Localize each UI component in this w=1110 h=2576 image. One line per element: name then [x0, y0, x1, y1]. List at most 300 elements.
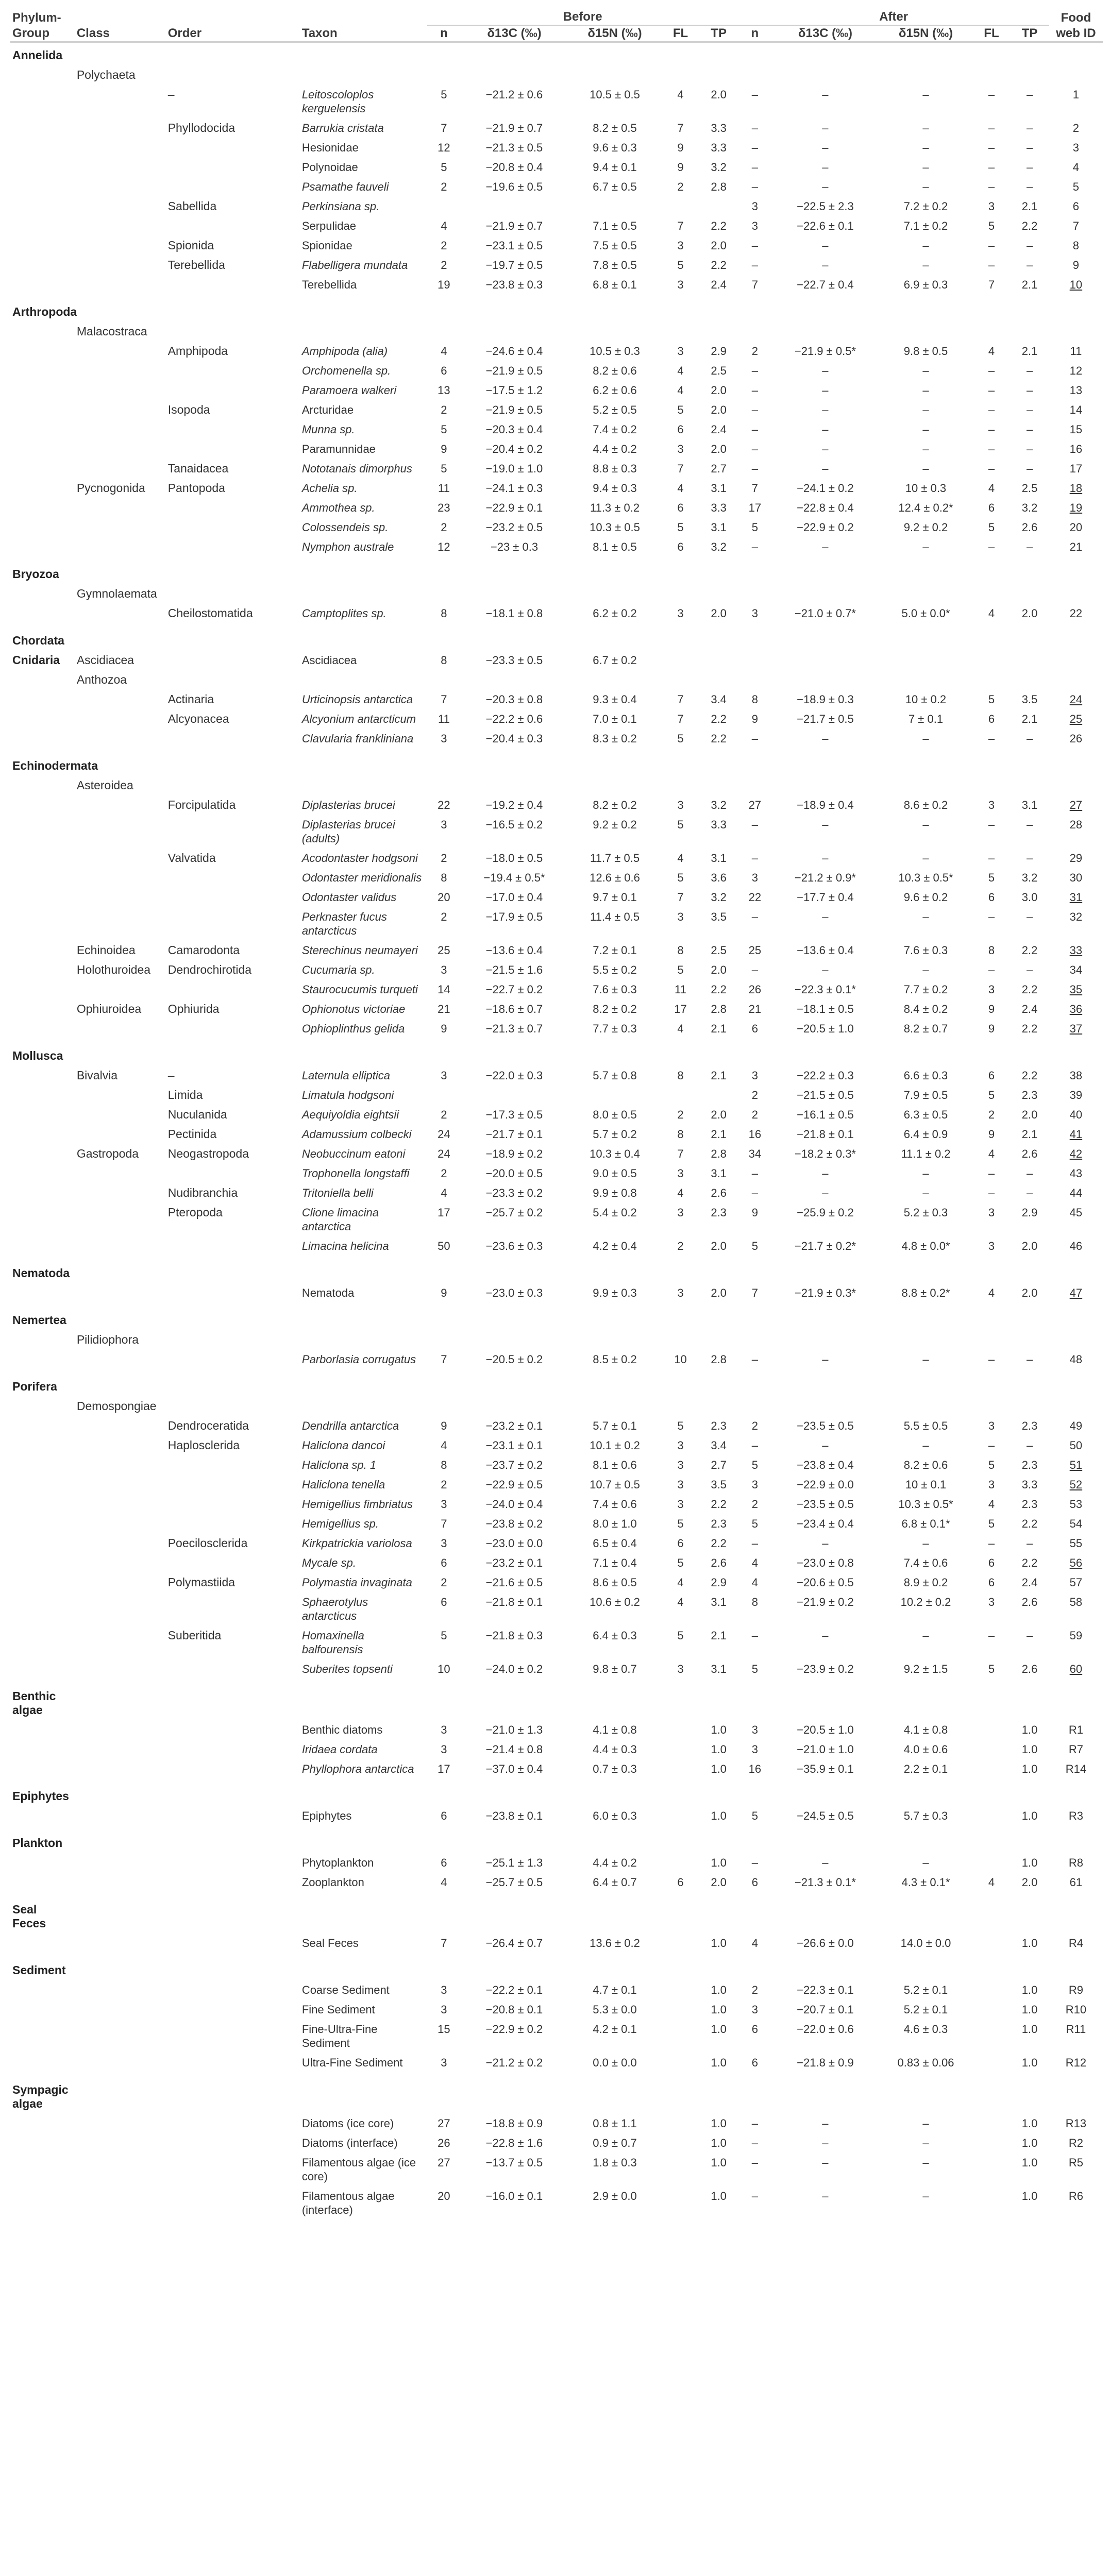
fl-before-cell	[662, 2150, 699, 2183]
d13c-before-cell: −23.8 ± 0.3	[485, 278, 543, 291]
d15n-before-cell: 7.2 ± 0.1	[593, 944, 637, 957]
d13c-before-cell: −21.3 ± 0.7	[485, 1022, 543, 1035]
fl-before-cell: 4	[677, 852, 684, 865]
taxon-cell: Amphipoda (alia)	[301, 345, 388, 358]
tp-after-cell: 2.0	[1021, 607, 1038, 620]
taxon-cell: Homaxinella balfourensis	[301, 1629, 364, 1656]
phylum-cell	[10, 456, 75, 476]
fl-before-cell: 4	[677, 364, 684, 377]
taxon-row	[10, 1737, 1103, 1756]
d13c-before-cell	[461, 1036, 568, 1063]
fl-after-cell	[973, 554, 1011, 581]
taxon-cell	[300, 620, 427, 648]
d15n-after-cell: –	[922, 384, 929, 397]
d13c-before-cell	[461, 581, 568, 601]
order-cell	[166, 1492, 300, 1511]
taxon-cell	[300, 1823, 427, 1850]
taxon-cell	[300, 2070, 427, 2111]
n-before-cell: 2	[441, 1167, 447, 1180]
taxon-row	[10, 1511, 1103, 1531]
taxon-cell: Odontaster meridionalis	[301, 871, 422, 884]
d15n-after-cell: 8.4 ± 0.2	[903, 1003, 948, 1015]
fl-after-cell: –	[988, 384, 995, 397]
order-cell	[166, 1253, 300, 1280]
taxon-cell: Suberites topsenti	[301, 1663, 393, 1675]
tp-before-cell: 3.4	[711, 693, 727, 706]
taxon-cell: Cucumaria sp.	[301, 963, 375, 976]
d13c-after-cell: −21.9 ± 0.5*	[794, 345, 856, 358]
order-cell	[166, 319, 300, 338]
n-after-cell: –	[751, 1537, 758, 1550]
n-after-cell: 26	[748, 983, 762, 996]
fl-before-cell: 6	[677, 1537, 684, 1550]
n-before-cell	[427, 1823, 461, 1850]
d13c-after-cell: −23.5 ± 0.5	[797, 1498, 854, 1511]
class-cell	[75, 1300, 166, 1327]
tp-after-cell: 2.1	[1021, 713, 1038, 725]
taxon-cell	[300, 1036, 427, 1063]
n-after-cell: 2	[751, 1108, 758, 1121]
tp-after-cell: 2.2	[1021, 1517, 1038, 1530]
d15n-after-cell: 6.3 ± 0.5	[903, 1108, 948, 1121]
d13c-before-cell	[461, 1950, 568, 1977]
fl-before-cell: 6	[677, 423, 684, 436]
tp-after-cell: –	[1026, 1537, 1033, 1550]
order-cell	[166, 1347, 300, 1366]
d15n-after-cell: –	[922, 852, 929, 865]
taxon-row	[10, 2111, 1103, 2130]
fl-before-cell: 4	[677, 1187, 684, 1199]
n-after-cell: 17	[748, 501, 762, 514]
tp-after-cell: –	[1026, 1187, 1033, 1199]
d15n-before-cell	[568, 62, 662, 82]
n-after-cell: –	[751, 540, 758, 553]
d15n-after-cell	[879, 620, 972, 648]
phylum-cell	[10, 62, 75, 82]
d13c-before-cell: −24.0 ± 0.2	[485, 1663, 543, 1675]
food-web-id-cell: R10	[1065, 2003, 1087, 2016]
n-before-cell: 3	[441, 1723, 447, 1736]
class-cell	[75, 378, 166, 397]
d13c-before-cell	[461, 1082, 568, 1102]
order-cell	[166, 648, 300, 667]
fl-before-cell: 5	[677, 1419, 684, 1432]
d15n-before-cell: 6.2 ± 0.2	[593, 607, 637, 620]
n-after-cell: 27	[748, 799, 762, 811]
class-cell	[75, 1082, 166, 1102]
taxon-row	[10, 1200, 1103, 1233]
tp-after-cell	[1010, 42, 1049, 63]
taxon-row	[10, 2050, 1103, 2070]
class-cell	[75, 495, 166, 515]
taxon-row	[10, 358, 1103, 378]
fl-before-cell: 5	[677, 403, 684, 416]
order-cell	[166, 1016, 300, 1036]
d13c-before-cell: −19.6 ± 0.5	[485, 180, 543, 193]
d13c-before-cell	[461, 1889, 568, 1930]
d15n-after-cell	[879, 745, 972, 773]
tp-before-cell	[699, 292, 738, 319]
fl-after-cell: 6	[988, 891, 995, 904]
n-after-cell	[738, 62, 771, 82]
food-web-id-cell: 5	[1072, 180, 1080, 193]
n-after-cell	[738, 1950, 771, 1977]
class-cell	[75, 456, 166, 476]
d15n-before-cell: 5.7 ± 0.8	[593, 1069, 637, 1082]
fl-before-cell	[662, 2111, 699, 2130]
d15n-after-cell: –	[922, 963, 929, 976]
food-web-id-cell: 3	[1072, 141, 1080, 154]
n-before-cell: 7	[441, 1937, 447, 1950]
tp-before-cell: 1.0	[711, 2056, 727, 2069]
phylum-row	[10, 1776, 1103, 1803]
d15n-before-cell: 5.7 ± 0.2	[593, 1128, 637, 1141]
d13c-after-cell: –	[822, 2117, 829, 2130]
d15n-before-cell: 9.9 ± 0.8	[593, 1187, 637, 1199]
n-before-cell	[427, 773, 461, 792]
taxon-cell: Ophionotus victoriae	[301, 1003, 406, 1015]
d15n-after-cell: –	[922, 259, 929, 272]
d13c-before-cell	[461, 2070, 568, 2111]
food-web-id-cell: 13	[1069, 384, 1083, 397]
n-before-cell: 19	[438, 278, 450, 291]
taxon-cell: Epiphytes	[301, 1809, 352, 1822]
order-cell: Phyllodocida	[167, 121, 236, 134]
d13c-before-cell	[461, 554, 568, 581]
n-after-cell: –	[751, 443, 758, 455]
fl-before-cell	[662, 554, 699, 581]
taxon-row	[10, 1550, 1103, 1570]
phylum-cell	[10, 1141, 75, 1161]
n-before-cell: 6	[441, 1556, 447, 1569]
d13c-before-cell: −21.0 ± 1.3	[485, 1723, 543, 1736]
taxon-cell	[300, 292, 427, 319]
food-web-id-cell	[1049, 319, 1103, 338]
class-cell	[75, 812, 166, 845]
d15n-after-cell	[879, 773, 972, 792]
fl-after-cell: –	[988, 443, 995, 455]
tp-after-cell: 1.0	[1021, 1937, 1038, 1950]
class-cell	[75, 1452, 166, 1472]
d15n-before-cell: 1.8 ± 0.3	[593, 2156, 637, 2169]
tp-before-cell	[699, 1823, 738, 1850]
food-web-id-cell: 9	[1072, 259, 1080, 272]
n-after-cell: –	[751, 2117, 758, 2130]
tp-after-cell: 3.1	[1021, 799, 1038, 811]
fl-before-cell	[662, 1850, 699, 1870]
fl-before-cell	[662, 194, 699, 213]
d15n-before-cell: 10.5 ± 0.3	[590, 345, 640, 358]
order-cell	[166, 358, 300, 378]
tp-before-cell: 2.9	[711, 345, 727, 358]
d15n-before-cell	[568, 1036, 662, 1063]
taxon-row	[10, 1413, 1103, 1433]
header-n-before: n	[427, 25, 461, 42]
n-before-cell	[427, 1950, 461, 1977]
n-before-cell	[427, 62, 461, 82]
order-cell	[166, 1280, 300, 1300]
d13c-after-cell: −17.7 ± 0.4	[797, 891, 854, 904]
phylum-cell	[10, 1063, 75, 1082]
class-cell	[75, 601, 166, 620]
order-cell	[166, 1889, 300, 1930]
food-web-id-cell: 61	[1069, 1876, 1083, 1889]
fl-after-cell	[973, 1036, 1011, 1063]
order-cell	[166, 1737, 300, 1756]
d13c-before-cell: −20.5 ± 0.2	[485, 1353, 543, 1366]
fl-after-cell	[973, 620, 1011, 648]
d13c-before-cell: −20.8 ± 0.1	[485, 2003, 543, 2016]
order-cell	[166, 2183, 300, 2217]
fl-after-cell	[973, 1776, 1011, 1803]
n-before-cell	[427, 194, 461, 213]
class-cell	[75, 1889, 166, 1930]
n-before-cell	[427, 667, 461, 687]
fl-before-cell	[662, 42, 699, 63]
d13c-before-cell: −23.1 ± 0.1	[485, 1439, 543, 1452]
fl-after-cell: 9	[988, 1128, 995, 1141]
fl-after-cell	[973, 2111, 1011, 2130]
n-before-cell: 3	[441, 1743, 447, 1756]
taxon-row	[10, 1280, 1103, 1300]
d13c-before-cell: −21.2 ± 0.2	[485, 2056, 543, 2069]
d15n-before-cell	[568, 581, 662, 601]
taxon-row	[10, 726, 1103, 745]
tp-before-cell: 1.0	[711, 2137, 727, 2149]
fl-before-cell: 4	[677, 1596, 684, 1608]
taxon-cell: Sphaerotylus antarcticus	[301, 1596, 368, 1622]
taxon-cell	[300, 581, 427, 601]
tp-before-cell: 2.4	[711, 278, 727, 291]
tp-before-cell: 2.1	[711, 1022, 727, 1035]
d15n-before-cell: 10.3 ± 0.4	[590, 1147, 640, 1160]
food-web-id-cell	[1049, 648, 1103, 667]
header-tp-before: TP	[699, 25, 738, 42]
order-cell	[166, 1977, 300, 1997]
d13c-before-cell: −23.0 ± 0.0	[485, 1537, 543, 1550]
taxon-cell	[300, 554, 427, 581]
fl-after-cell: –	[988, 141, 995, 154]
class-cell: Holothuroidea	[76, 963, 151, 976]
taxon-row	[10, 213, 1103, 233]
n-after-cell: 2	[751, 1089, 758, 1101]
taxon-cell: Nematoda	[301, 1286, 355, 1299]
d15n-after-cell: 5.0 ± 0.0*	[901, 607, 950, 620]
food-web-id-cell: 2	[1072, 122, 1080, 134]
fl-after-cell	[973, 1930, 1011, 1950]
class-cell	[75, 1997, 166, 2016]
fl-before-cell	[662, 1977, 699, 1997]
n-before-cell	[427, 1082, 461, 1102]
n-after-cell: –	[751, 1439, 758, 1452]
d15n-after-cell: 9.8 ± 0.5	[903, 345, 948, 358]
food-web-id-cell: R5	[1068, 2156, 1083, 2169]
food-web-id-cell: 30	[1069, 871, 1083, 884]
class-cell	[75, 1511, 166, 1531]
class-row	[10, 1394, 1103, 1413]
tp-before-cell: 2.3	[711, 1517, 727, 1530]
phylum-cell	[10, 2150, 75, 2183]
tp-before-cell: 2.5	[711, 944, 727, 957]
n-before-cell: 3	[441, 1984, 447, 1996]
food-web-id-cell: 34	[1069, 963, 1083, 976]
d15n-after-cell: 8.8 ± 0.2*	[901, 1286, 950, 1299]
d15n-after-cell	[879, 1889, 972, 1930]
d13c-after-cell	[771, 1889, 879, 1930]
fl-before-cell: 17	[674, 1003, 687, 1015]
fl-before-cell	[662, 1803, 699, 1823]
tp-before-cell: 1.0	[711, 2156, 727, 2169]
d15n-before-cell	[568, 1950, 662, 1977]
tp-after-cell: –	[1026, 462, 1033, 475]
class-cell: Polychaeta	[76, 68, 136, 81]
fl-after-cell	[973, 2150, 1011, 2183]
class-cell	[75, 174, 166, 194]
table-body	[10, 42, 1103, 2217]
tp-before-cell	[699, 1036, 738, 1063]
taxon-cell: Benthic diatoms	[301, 1723, 383, 1736]
d15n-after-cell: 4.6 ± 0.3	[903, 2023, 948, 2036]
n-after-cell: –	[751, 141, 758, 154]
d13c-after-cell: –	[822, 1629, 829, 1642]
d15n-before-cell: 6.4 ± 0.3	[593, 1629, 637, 1642]
tp-before-cell: 2.0	[711, 239, 727, 252]
d15n-after-cell	[879, 1776, 972, 1803]
d15n-after-cell: –	[922, 122, 929, 134]
fl-after-cell: 7	[988, 278, 995, 291]
d13c-after-cell	[771, 773, 879, 792]
food-web-id-cell: 51	[1069, 1459, 1083, 1471]
food-web-id-cell	[1049, 773, 1103, 792]
food-web-id-cell: 42	[1069, 1147, 1083, 1160]
taxon-cell: Filamentous algae (interface)	[301, 2190, 395, 2216]
d13c-after-cell: −22.3 ± 0.1	[797, 1984, 854, 1996]
taxon-cell: Limacina helicina	[301, 1240, 389, 1252]
n-after-cell: 34	[748, 1147, 762, 1160]
class-cell: Demospongiae	[76, 1399, 157, 1413]
food-web-id-cell: 19	[1069, 501, 1083, 514]
fl-before-cell: 4	[677, 384, 684, 397]
order-cell: Cheilostomatida	[167, 606, 253, 620]
fl-after-cell	[973, 1756, 1011, 1776]
d13c-before-cell: −21.9 ± 0.5	[485, 403, 543, 416]
taxon-row	[10, 456, 1103, 476]
phylum-cell	[10, 2050, 75, 2070]
phylum-cell	[10, 1280, 75, 1300]
taxon-cell: Odontaster validus	[301, 891, 397, 904]
order-cell	[166, 135, 300, 155]
class-cell	[75, 687, 166, 706]
n-before-cell: 26	[438, 2137, 450, 2149]
d15n-before-cell	[568, 1300, 662, 1327]
d15n-before-cell: 8.3 ± 0.2	[593, 732, 637, 745]
tp-before-cell	[699, 319, 738, 338]
tp-after-cell: 2.2	[1021, 219, 1038, 232]
d13c-before-cell: −22.9 ± 0.5	[485, 1478, 543, 1491]
tp-before-cell	[699, 554, 738, 581]
d13c-after-cell	[771, 42, 879, 63]
tp-after-cell: –	[1026, 384, 1033, 397]
d15n-after-cell	[879, 1366, 972, 1394]
d15n-after-cell	[879, 554, 972, 581]
order-cell: Suberitida	[167, 1629, 222, 1642]
n-after-cell: 25	[748, 944, 762, 957]
food-web-id-cell: R11	[1066, 2023, 1086, 2036]
d13c-before-cell: −25.7 ± 0.5	[485, 1876, 543, 1889]
taxon-cell: Iridaea cordata	[301, 1743, 378, 1756]
n-before-cell	[427, 1366, 461, 1394]
tp-after-cell: 2.6	[1021, 1596, 1038, 1608]
d15n-before-cell: 11.4 ± 0.5	[590, 910, 640, 923]
order-cell	[166, 865, 300, 885]
taxon-cell: Diplasterias brucei (adults)	[301, 818, 395, 845]
fl-before-cell	[662, 1300, 699, 1327]
d15n-before-cell: 5.4 ± 0.2	[593, 1206, 637, 1219]
fl-before-cell: 2	[677, 180, 684, 193]
d13c-before-cell: −21.9 ± 0.7	[485, 122, 543, 134]
d15n-after-cell	[879, 1676, 972, 1717]
n-after-cell: 3	[751, 200, 758, 213]
n-after-cell: 8	[751, 693, 758, 706]
n-before-cell: 4	[441, 1187, 447, 1199]
d15n-before-cell	[568, 1366, 662, 1394]
phylum-row	[10, 745, 1103, 773]
food-web-id-cell: 41	[1069, 1128, 1083, 1141]
n-after-cell: 4	[751, 1937, 758, 1950]
class-cell	[75, 1756, 166, 1776]
d15n-before-cell	[568, 1776, 662, 1803]
taxon-row	[10, 397, 1103, 417]
d13c-before-cell: −23.0 ± 0.3	[485, 1286, 543, 1299]
n-after-cell	[738, 1366, 771, 1394]
taxon-row	[10, 1870, 1103, 1889]
phylum-cell	[10, 82, 75, 115]
order-cell	[166, 1550, 300, 1570]
tp-before-cell: 1.0	[711, 2003, 727, 2016]
d15n-after-cell: 8.9 ± 0.2	[903, 1576, 948, 1589]
order-cell: –	[167, 1069, 175, 1082]
n-before-cell: 4	[441, 1439, 447, 1452]
taxon-row	[10, 82, 1103, 115]
fl-before-cell: 5	[677, 963, 684, 976]
taxon-cell: Clavularia frankliniana	[301, 732, 414, 745]
fl-after-cell: 5	[988, 521, 995, 534]
d15n-before-cell: 5.2 ± 0.5	[593, 403, 637, 416]
taxon-cell: Serpulidae	[301, 219, 356, 232]
phylum-cell	[10, 1492, 75, 1511]
order-cell: Spionida	[167, 239, 214, 252]
d13c-before-cell	[461, 42, 568, 63]
d13c-before-cell	[461, 667, 568, 687]
d15n-before-cell	[568, 1394, 662, 1413]
fl-after-cell: 6	[988, 1556, 995, 1569]
d13c-after-cell: –	[822, 1167, 829, 1180]
d15n-before-cell: 0.8 ± 1.1	[593, 2117, 637, 2130]
order-cell	[166, 812, 300, 845]
fl-before-cell: 7	[677, 1147, 684, 1160]
taxon-row	[10, 687, 1103, 706]
taxon-cell: Orchomenella sp.	[301, 364, 391, 377]
n-after-cell: 5	[751, 1809, 758, 1822]
phylum-cell	[10, 436, 75, 456]
food-web-id-cell: 59	[1069, 1629, 1083, 1642]
d13c-after-cell: –	[822, 122, 829, 134]
n-after-cell: 6	[751, 2023, 758, 2036]
d15n-after-cell: 12.4 ± 0.2*	[898, 501, 953, 514]
d13c-before-cell: −23.3 ± 0.2	[485, 1187, 543, 1199]
food-web-id-cell	[1049, 1889, 1103, 1930]
phylum-cell	[10, 1803, 75, 1823]
